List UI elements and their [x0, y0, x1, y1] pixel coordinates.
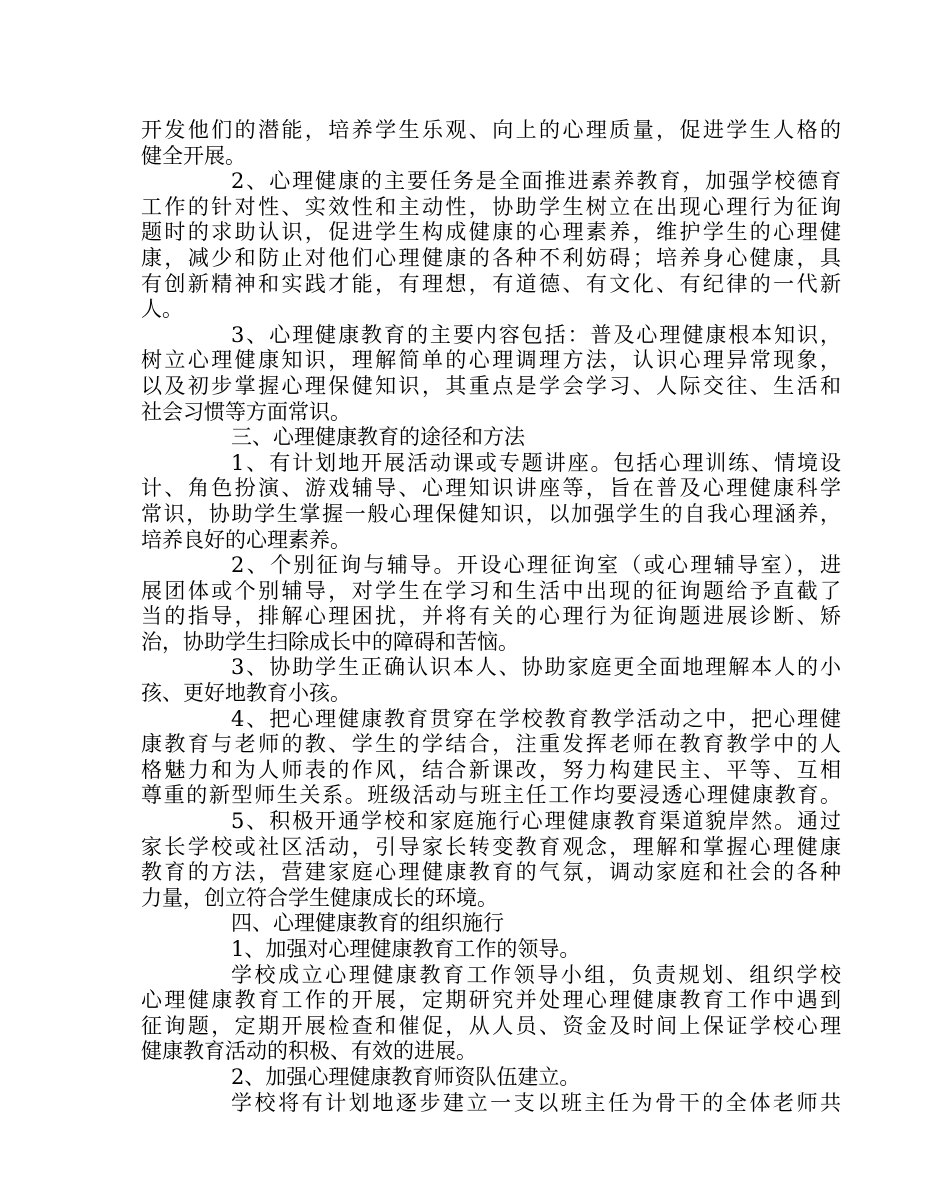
text-line: 征询题，定期开展检查和催促，从人员、资金及时间上保证学校心理 — [141, 1013, 841, 1038]
text-line: 题时的求助认识，促进学生构成健康的心理素养，维护学生的心理健 — [141, 220, 841, 245]
text-line: 3、协助学生正确认识本人、协助家庭更全面地理解本人的小 — [231, 655, 841, 680]
text-line: 2、个别征询与辅导。开设心理征询室（或心理辅导室），进 — [231, 553, 841, 578]
text-line: 常识，协助学生掌握一般心理保健知识，以加强学生的自我心理涵养， — [141, 501, 841, 526]
text-line: 治，协助学生扫除成长中的障碍和苦恼。 — [141, 629, 519, 654]
section-heading: 三、心理健康教育的途径和方法 — [231, 425, 525, 450]
text-line: 康，减少和防止对他们心理健康的各种不利妨碍；培养身心健康，具 — [141, 245, 841, 270]
text-line: 心理健康教育工作的开展，定期研究并处理心理健康教育工作中遇到 — [141, 988, 841, 1013]
text-line: 教育的方法，营建家庭心理健康教育的气氛，调动家庭和社会的各种 — [141, 860, 841, 885]
text-line: 2、心理健康的主要任务是全面推进素养教育，加强学校德育 — [231, 169, 841, 194]
text-line: 5、积极开通学校和家庭施行心理健康教育渠道貌岸然。通过 — [231, 809, 841, 834]
text-line: 以及初步掌握心理保健知识，其重点是学会学习、人际交往、生活和 — [141, 373, 841, 398]
text-line: 树立心理健康知识，理解简单的心理调理方法，认识心理异常现象， — [141, 348, 841, 373]
text-line: 计、角色扮演、游戏辅导、心理知识讲座等，旨在普及心理健康科学 — [141, 476, 841, 501]
text-line: 当的指导，排解心理困扰，并将有关的心理行为征询题进展诊断、矫 — [141, 604, 841, 629]
text-line: 孩、更好地教育小孩。 — [141, 681, 351, 706]
text-line: 培养良好的心理素养。 — [141, 527, 351, 552]
text-line: 学校成立心理健康教育工作领导小组，负责规划、组织学校 — [231, 962, 841, 987]
text-line: 1、有计划地开展活动课或专题讲座。包括心理训练、情境设 — [231, 450, 841, 475]
document-body — [141, 118, 841, 1116]
text-line: 社会习惯等方面常识。 — [141, 399, 351, 424]
text-line: 人。 — [141, 297, 183, 322]
text-line: 4、把心理健康教育贯穿在学校教育教学活动之中，把心理健 — [231, 706, 841, 731]
section-heading: 四、心理健康教育的组织施行 — [231, 911, 504, 936]
subsection-heading: 2、加强心理健康教育师资队伍建立。 — [231, 1064, 581, 1089]
text-line: 家长学校或社区活动，引导家长转变教育观念，理解和掌握心理健康 — [141, 834, 841, 859]
text-line: 展团体或个别辅导，对学生在学习和生活中出现的征询题给予直截了 — [141, 578, 841, 603]
text-line: 学校将有计划地逐步建立一支以班主任为骨干的全体老师共 — [231, 1090, 841, 1115]
text-line: 健康教育活动的积极、有效的进展。 — [141, 1039, 477, 1064]
text-line: 工作的针对性、实效性和主动性，协助学生树立在出现心理行为征询 — [141, 194, 841, 219]
text-line: 力量，创立符合学生健康成长的环境。 — [141, 885, 498, 910]
subsection-heading: 1、加强对心理健康教育工作的领导。 — [231, 937, 581, 961]
text-line: 健全开展。 — [141, 143, 246, 168]
text-line: 开发他们的潜能，培养学生乐观、向上的心理质量，促进学生人格的 — [141, 118, 841, 142]
text-line: 3、心理健康教育的主要内容包括：普及心理健康根本知识， — [231, 322, 841, 347]
text-line: 康教育与老师的教、学生的学结合，注重发挥老师在教育教学中的人 — [141, 732, 841, 757]
text-line: 有创新精神和实践才能，有理想，有道德、有文化、有纪律的一代新 — [141, 271, 841, 296]
text-line: 尊重的新型师生关系。班级活动与班主任工作均要浸透心理健康教育。 — [141, 783, 841, 808]
text-line: 格魅力和为人师表的作风，结合新课改，努力构建民主、平等、互相 — [141, 757, 841, 782]
